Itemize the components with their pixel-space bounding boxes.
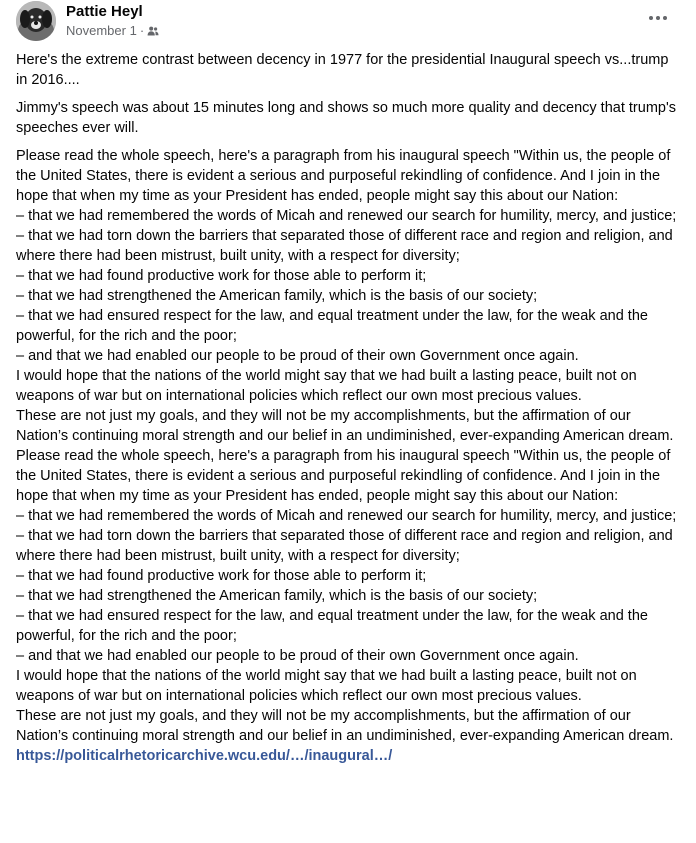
post-meta bbox=[66, 23, 159, 38]
avatar-dog-image bbox=[16, 1, 56, 41]
post-header bbox=[16, 0, 680, 42]
friends-icon[interactable] bbox=[147, 25, 159, 37]
avatar[interactable] bbox=[16, 1, 56, 41]
post-paragraph-speech-quote bbox=[16, 146, 682, 766]
post-date[interactable]: November 1 bbox=[66, 23, 137, 38]
post-paragraph-speech-length: Jimmy's speech was about 15 minutes long and shows so much more quality and decency that trump's speeches ever will. bbox=[16, 100, 681, 136]
more-options-button[interactable] bbox=[642, 6, 674, 30]
post-body bbox=[16, 50, 682, 766]
post-paragraph-intro: Here's the extreme contrast between decency in 1977 for the presidential Inaugural speech vs...trump in 2016.... bbox=[16, 52, 673, 88]
speech-archive-link[interactable]: https://politicalrhetoricarchive.wcu.edu/…/inaugural…/ bbox=[16, 748, 393, 764]
date-separator: · bbox=[139, 23, 145, 38]
speech-quote-text: Please read the whole speech, here's a paragraph from his inaugural speech "Within us, the people of the United States, there is evident a serious and purposeful rekindling of confidence. And I join in the hope that when my time as your President has ended, people might say this about our Nation: – that we had remembered the words of Micah and renewed our search for humility, mercy, and justice; – that we had torn down the barriers that separated those of different race and region and religion, and where there had been mistrust, built unity, with a respect for diversity; – that we had found productive work for those able to perform it; – that we had strengthened the American family, which is the basis of our society; – that we had ensured respect for the law, and equal treatment under the law, for the weak and the powerful, for the rich and the poor; – and that we had enabled our people to be proud of their own Government once again. I would hope that the nations of the world might say that we had built a lasting peace, built not on weapons of war but on international policies which reflect our own most precious values. These are not just my goals, and they will not be my accomplishments, but the affirmation of our Nation’s continuing moral strength and our belief in an undiminished, ever-expanding American dream. Please read the whole speech, here's a paragraph from his inaugural speech "Within us, the people of the United States, there is evident a serious and purposeful rekindling of confidence. And I join in the hope that when my time as your President has ended, people might say this about our Nation: – that we had remembered the words of Micah and renewed our search for humility, mercy, and justice; – that we had torn down the barriers that separated those of different race and region and religion, and where there had been mistrust, built unity, with a respect for diversity; – that we had found productive work for those able to perform it; – that we had strengthened the American family, which is the basis of our society; – that we had ensured respect for the law, and equal treatment under the law, for the weak and the powerful, for the rich and the poor; – and that we had enabled our people to be proud of their own Government once again. I would hope that the nations of the world might say that we had built a lasting peace, built not on weapons of war but on international policies which reflect our own most precious values. These are not just my goals, and they will not be my accomplishments, but the affirmation of our Nation’s continuing moral strength and our belief in an undiminished, ever-expanding American dream. bbox=[16, 148, 677, 744]
author-name[interactable]: Pattie Heyl bbox=[66, 3, 143, 20]
more-options-icon bbox=[648, 15, 668, 21]
